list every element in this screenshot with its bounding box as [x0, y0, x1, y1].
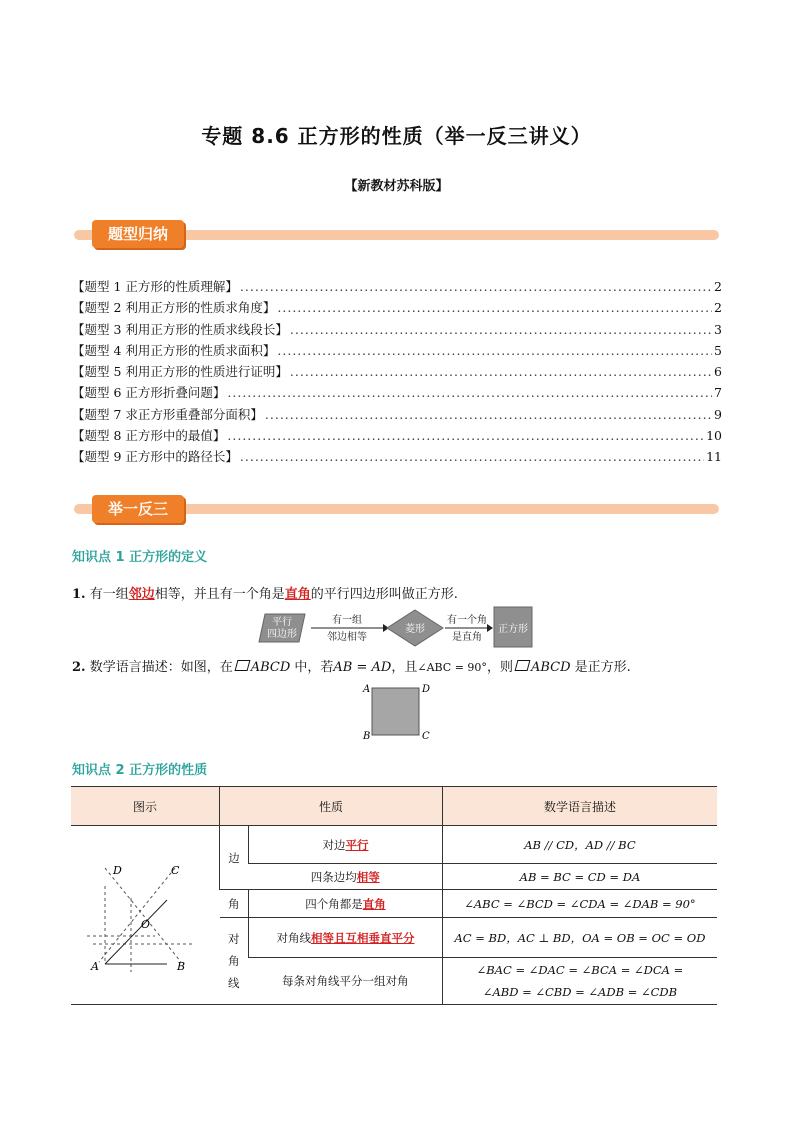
toc-page-number: 6: [714, 364, 722, 380]
highlight-right-angle: 直角: [284, 587, 311, 602]
properties-table: [71, 786, 717, 1005]
toc-entry-label: 【题型 8 正方形中的最值】: [72, 428, 226, 444]
highlight-adjacent-sides: 邻边: [128, 587, 155, 602]
parallelogram-symbol-icon: [234, 660, 250, 671]
condition-angle: ∠ABC = 90°: [417, 661, 487, 674]
toc-leader-dots: [277, 300, 712, 315]
item-text: 是正方形.: [570, 660, 631, 675]
group-angle: 角: [220, 890, 249, 918]
toc-leader-dots: [290, 322, 712, 337]
vertex-label-c: C: [422, 731, 430, 742]
group-diagonal: [220, 918, 249, 1005]
property-text: 对角线: [276, 930, 311, 945]
property-highlight: 直角: [362, 896, 386, 911]
figure-cell: [71, 826, 220, 1005]
toc-leader-dots: [290, 364, 712, 379]
page-title: 专题 8.6 正方形的性质（举一反三讲义）: [201, 124, 592, 148]
item-text: 中，若: [290, 660, 334, 675]
math-line: ∠ABD = ∠CBD = ∠ADB = ∠CDB: [482, 985, 678, 999]
toc-leader-dots: [240, 279, 712, 294]
toc-entry-label: 【题型 4 利用正方形的性质求面积】: [72, 342, 276, 358]
toc-entry-label: 【题型 6 正方形折叠问题】: [72, 385, 226, 401]
item-text: ，则: [486, 660, 513, 675]
property-highlight: 相等: [356, 869, 380, 884]
header-figure: 图示: [71, 787, 220, 826]
section-tab-summary: 题型归纳: [92, 220, 184, 248]
toc-page-number: 5: [714, 342, 722, 358]
flow-arrow1-bottom: 邻边相等: [327, 632, 367, 643]
header-property: 性质: [220, 787, 443, 826]
item-number: 2.: [72, 660, 86, 675]
toc-entry[interactable]: [72, 447, 722, 468]
vertex-label-d: D: [422, 684, 431, 695]
toc-entry[interactable]: [72, 405, 722, 426]
shape-name: ABCD: [530, 660, 571, 675]
property-cell: [249, 958, 443, 1005]
section-tab-practice: 举一反三: [92, 495, 184, 523]
vertex-label-b: B: [363, 731, 371, 742]
toc-entry[interactable]: [72, 383, 722, 404]
square-figure: [360, 680, 435, 742]
toc-entry[interactable]: [72, 362, 722, 383]
item-text: 数学语言描述：如图，在: [85, 660, 233, 675]
flow-box1-line1: 平行: [272, 617, 292, 628]
item-number: 1.: [72, 587, 86, 602]
vertex-label-d: D: [113, 863, 122, 877]
toc-leader-dots: [265, 407, 712, 422]
parallelogram-symbol-icon: [514, 660, 530, 671]
definition-item-1: [72, 583, 458, 602]
toc-entry-label: 【题型 2 利用正方形的性质求角度】: [72, 300, 276, 316]
vertex-label-c: C: [171, 863, 180, 877]
arrow-head-icon: [487, 624, 493, 632]
math-cell: AC = BD，AC ⊥ BD，OA = OB = OC = OD: [442, 918, 717, 958]
toc-page-number: 9: [714, 406, 722, 422]
math-cell: AB = BC = CD = DA: [442, 864, 717, 890]
property-text: 对边: [322, 837, 346, 852]
group-diag-char: 线: [228, 976, 240, 990]
item-text: 相等，并且有一个角是: [154, 587, 285, 602]
item-text: 有一组: [85, 587, 129, 602]
toc-page-number: 7: [714, 385, 722, 401]
toc-entry-label: 【题型 1 正方形的性质理解】: [72, 279, 238, 294]
table-of-contents: [72, 277, 722, 469]
group-diag-char: 角: [228, 954, 240, 968]
property-highlight: 相等且互相垂直平分: [310, 930, 415, 945]
edition-subtitle: 【新教材苏科版】: [344, 179, 449, 194]
flow-arrow1-top: 有一组: [332, 615, 362, 626]
toc-entry-label: 【题型 7 求正方形重叠部分面积】: [72, 406, 263, 422]
item-text: ，且: [391, 660, 418, 675]
math-cell: ∠ABC = ∠BCD = ∠CDA = ∠DAB = 90°: [442, 890, 717, 918]
table-row: [71, 826, 717, 864]
toc-entry-label: 【题型 3 利用正方形的性质求线段长】: [72, 321, 288, 337]
flow-arrow2-top: 有一个角: [447, 615, 487, 626]
property-text: 四个角都是: [305, 896, 363, 911]
toc-leader-dots: [277, 343, 712, 358]
toc-entry[interactable]: [72, 426, 722, 447]
property-cell: [249, 890, 443, 918]
definition-item-2: [72, 656, 631, 675]
group-diag-char: 对: [228, 932, 240, 946]
header-math: 数学语言描述: [442, 787, 717, 826]
flow-box3-label: 正方形: [498, 624, 528, 635]
property-text: 每条对角线平分一组对角: [281, 974, 409, 988]
toc-page-number: 2: [714, 300, 722, 316]
knowledge-heading-2: 知识点 2 正方形的性质: [72, 763, 208, 778]
flow-diamond-label: 菱形: [405, 624, 425, 635]
vertex-label-a: A: [91, 959, 99, 973]
definition-flow-diagram: [255, 604, 535, 650]
property-highlight: 平行: [345, 837, 369, 852]
condition-sides: AB = AD: [333, 660, 392, 675]
toc-entry[interactable]: [72, 298, 722, 319]
toc-entry-label: 【题型 5 利用正方形的性质进行证明】: [72, 364, 288, 380]
property-cell: [249, 918, 443, 958]
flow-arrow2-bottom: 是直角: [452, 632, 482, 643]
property-cell: [249, 864, 443, 890]
property-text: 四条边均: [310, 869, 357, 884]
shape-name: ABCD: [250, 660, 291, 675]
math-cell: [442, 958, 717, 1005]
math-cell: AB // CD，AD // BC: [442, 826, 717, 864]
toc-leader-dots: [227, 428, 704, 443]
toc-leader-dots: [227, 385, 712, 400]
toc-entry[interactable]: [72, 320, 722, 341]
table-header-row: [71, 787, 717, 826]
toc-leader-dots: [240, 449, 704, 464]
toc-entry[interactable]: [72, 277, 722, 298]
vertex-label-b: B: [177, 959, 186, 973]
property-cell: [249, 826, 443, 864]
square-abcd: [372, 688, 419, 735]
vertex-label-o: O: [141, 917, 151, 931]
toc-entry[interactable]: [72, 341, 722, 362]
toc-page-number: 11: [706, 449, 722, 465]
toc-entry-label: 【题型 9 正方形中的路径长】: [72, 449, 238, 465]
toc-page-number: 3: [714, 321, 722, 337]
diagonals-figure: [85, 854, 205, 974]
math-line: ∠BAC = ∠DAC = ∠BCA = ∠DCA =: [476, 963, 684, 977]
toc-page-number: 2: [714, 279, 722, 294]
flow-box1-line2: 四边形: [267, 629, 297, 640]
knowledge-heading-1: 知识点 1 正方形的定义: [72, 550, 208, 565]
item-text: 的平行四边形叫做正方形.: [310, 587, 458, 602]
toc-page-number: 10: [706, 428, 722, 444]
group-side: 边: [220, 826, 249, 890]
vertex-label-a: A: [363, 684, 371, 695]
